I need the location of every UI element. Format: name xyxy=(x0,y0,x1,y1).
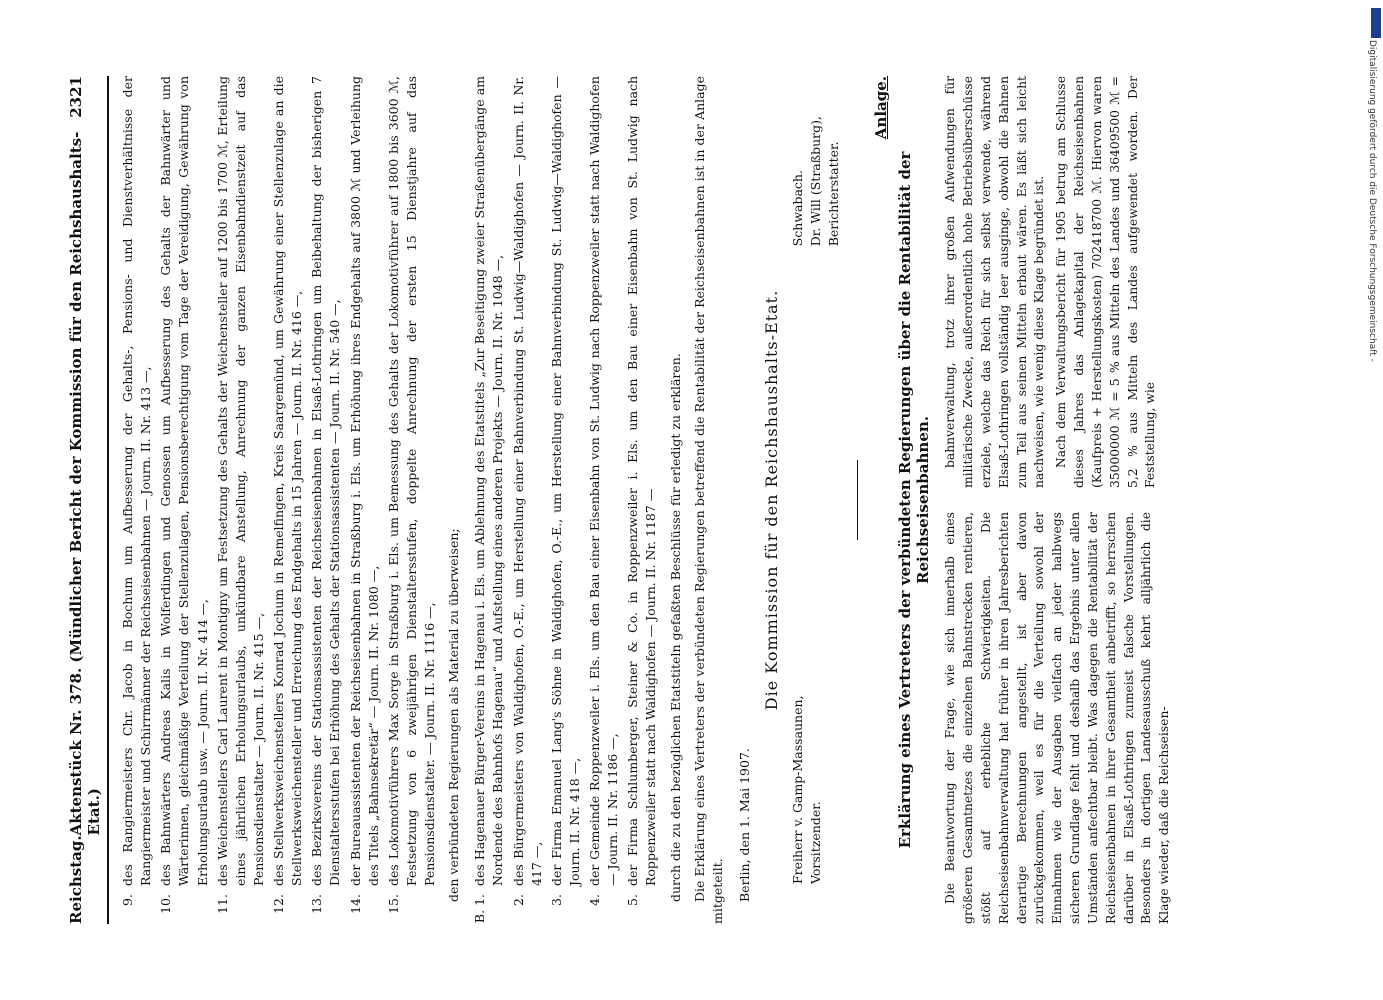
signature-chair xyxy=(788,695,842,884)
signature-rapporteur-role: Berichterstatter. xyxy=(825,141,841,247)
petition-number: 2. xyxy=(510,894,525,906)
petition-text: des Bürgermeisters von Waldighofen, O.-E., um Herstellung einer Bahnverbindung St. Ludwig—Waldighofen — Journ. II. Nr. 417 —, xyxy=(510,76,544,886)
petition-number: 3. xyxy=(548,894,564,906)
anlage-title: Erklärung eines Vertreters der verbündeten Regierungen über die Rentabilität der Reichseisenbahnen. xyxy=(895,151,932,849)
signatures xyxy=(788,116,842,884)
divider xyxy=(857,460,858,540)
petition-item xyxy=(509,76,545,924)
petition-text: des Lokomotivführers Max Sorge in Straßburg i. Els. um Bemessung des Gehalts der Lokomotivführer auf 1800 bis 3600 ℳ, Festsetzung von 6 zweijährigen Dienstaltersstufen, doppelte Anrechnung der ersten 15 Dienstjahre auf das Pensionsdienstalter. — Journ. II. Nr. 1116 —, xyxy=(385,76,437,886)
anlage-heading: Anlage. xyxy=(871,76,890,140)
petition-text: des Bahnwärters Andreas Kalis in Wolferdingen und Genossen um Aufbesserung des Gehalts der Bahnwärter und Wärterinnen, gleichmäßige Verteilung der Stellenzulagen, Pensionsberechtigung vom Tage der Vereidigung, Gewährung von Erholungsurlaub usw. — Journ. II. Nr. 414 —, xyxy=(157,76,209,886)
page-header xyxy=(67,76,109,924)
petition-number: 4. xyxy=(586,894,602,906)
petition-number: 15. xyxy=(385,894,401,914)
petition-item xyxy=(624,76,660,924)
header-title: Aktenstück Nr. 378. (Mündlicher Bericht der Kommission für den Reichshaushalts-Etat.) xyxy=(66,131,103,836)
petition-number: 14. xyxy=(347,894,362,914)
petition-list-a xyxy=(119,76,439,924)
petition-number: 13. xyxy=(308,894,324,914)
petition-item xyxy=(213,76,267,924)
petition-number: B. 1. xyxy=(471,894,487,924)
anlage-paragraph: Nach dem Verwaltungsbericht für 1905 betrug am Schlusse dieses Jahres das Anlagekapital der Reichseisenbahnen (Kaufpreis + Herstellungskosten) 702418700 ℳ. Hiervon waren 35000000 ℳ = 5 % aus Mitteln des Landes und 36409500 ℳ = 5,2 % aus Mitteln des Landes aufgewendet worden. Der Feststellung, wie xyxy=(1053,76,1157,488)
petition-number: 11. xyxy=(214,894,230,914)
petition-item xyxy=(346,76,382,924)
petition-number: 12. xyxy=(270,894,286,914)
petition-number: 5. xyxy=(624,894,640,906)
petition-number: 9. xyxy=(119,894,135,906)
signature-chair-role: Vorsitzender. xyxy=(807,801,823,884)
petition-list-b xyxy=(471,76,660,924)
petition-text: der Firma Emanuel Lang's Söhne in Waldighofen, O.-E., um Herstellung einer Bahnverbindung St. Ludwig—Waldighofen — Journ. II. Nr. 418 —, xyxy=(548,76,582,886)
petition-item xyxy=(547,76,583,924)
declaration-paragraph: Die Erklärung eines Vertreters der verbündeten Regierungen betreffend die Rentabilität der Reichseisenbahnen ist in der Anlage mitgeteilt. xyxy=(691,76,725,924)
date-line: Berlin, den 1. Mai 1907. xyxy=(736,748,752,902)
petition-number: 10. xyxy=(157,894,173,914)
signature-rapporteur-1: Schwabach. xyxy=(789,170,805,247)
petition-text: der Gemeinde Roppenzweiler i. Els. um den Bau einer Eisenbahn von St. Ludwig nach Roppenzweiler statt nach Waldighofen — Journ. II. Nr. 1186 —, xyxy=(586,76,620,886)
petition-text: des Stellwerksweichenstellers Konrad Jochum in Remelfingen, Kreis Saargemünd, um Gewährung einer Stellenzulage an die Stellwerksweichensteller und Erreichung des Endgehalts in 15 Jahren — Journ. II. Nr. 416 —, xyxy=(270,76,304,886)
petition-text: des Weichenstellers Carl Laurent in Montigny um Festsetzung des Gehalts der Weichensteller auf 1200 bis 1700 ℳ, Erteilung eines jährlichen Erholungsurlaubs, unkündbare Anstellung, Anrechnung der ganzen Eisenbahndienstzeit auf das Pensionsdienstalter — Journ. II. Nr. 415 —, xyxy=(214,76,266,886)
document-page xyxy=(47,50,1337,950)
petition-item xyxy=(119,76,155,924)
anlage-paragraph: bahnverwaltung, trotz ihrer großen Aufwendungen für militärische Zwecke, außerordentlich hohe Betriebsüberschüsse erziele, welche das Reich für sich selbst verwende, während Elsaß-Lothringen vollständig leer ausginge, obwohl die Bahnen zum Teil aus seinen Mitteln erbaut wären. Es läßt sich leicht nachweisen, wie wenig diese Klage begründet ist. xyxy=(942,76,1046,488)
petition-text: der Firma Schlumberger, Steiner & Co. in Roppenzweiler i. Els. um den Bau einer Eisenbahn von St. Ludwig nach Roppenzweiler statt nach Waldighofen — Journ. II. Nr. 1187 — xyxy=(624,76,658,886)
petition-text: der Bureauassistenten der Reichseisenbahnen in Straßburg i. Els. um Erhöhung ihres Endgehalts auf 3800 ℳ und Verleihung des Titels „Bahnsekretär“ — Journ. II. Nr. 1080 —, xyxy=(347,76,381,886)
digitization-note: Digitalisierung gefördert durch die Deutsche Forschungsgemeinschaft - xyxy=(1367,40,1377,362)
header-left: Reichstag. xyxy=(66,835,85,924)
items-b-closing: durch die zu den bezüglichen Etatstiteln gefaßten Beschlüsse für erledigt zu erklären. xyxy=(667,353,682,902)
signature-chair-name: Freiherr v. Gamp-Massaunen, xyxy=(789,695,805,884)
petition-item xyxy=(586,76,622,924)
anlage-columns xyxy=(942,76,1178,924)
commission-title: Die Kommission für den Reichshaushalts-Etat. xyxy=(761,289,781,711)
signature-rapporteur-2: Dr. Will (Straßburg), xyxy=(807,116,823,247)
petition-item xyxy=(270,76,306,924)
page-number: 2321 xyxy=(66,76,85,118)
column-right xyxy=(942,76,1178,488)
column-left xyxy=(942,512,1178,924)
petition-item xyxy=(308,76,344,924)
anlage-paragraph: Die Beantwortung der Frage, wie sich innerhalb eines größeren Gesamtnetzes die einzelnen Bahnstrecken rentieren, stößt auf erhebliche Schwierigkeiten. Die Reichseisenbahnverwaltung hat früher in ihren Jahresberichten derartige Berechnungen angestellt, ist aber davon zurückgekommen, weil es für die Verteilung sowohl der Einnahmen wie der Ausgaben vielfach an jeder halbwegs sicheren Grundlage fehlt und deshalb das Ergebnis unter allen Umständen anfechtbar bleibt. Was dagegen die Rentabilität der Reichseisenbahnen in ihrer Gesamtheit anbetrifft, so herrschen darüber in Elsaß-Lothringen zumeist falsche Vorstellungen. Besonders in dortigen Landesausschuß kehrt alljährlich die Klage wieder, daß die Reichseisen- xyxy=(942,512,1171,924)
items-a-closing: den verbündeten Regierungen als Material zu überweisen; xyxy=(445,528,461,902)
petition-item xyxy=(157,76,211,924)
petition-item xyxy=(384,76,438,924)
petition-item xyxy=(471,76,507,924)
petition-text: des Hagenauer Bürger-Vereins in Hagenau i. Els. um Ablehnung des Etatstitels „Zur Beseitigung zweier Straßenübergänge am Nordende des Bahnhofs Hagenau“ und Aufstellung eines anderen Projekts — Journ. II. Nr. 1048 —, xyxy=(471,76,505,886)
signature-rapporteurs xyxy=(788,116,842,246)
petition-text: des Rangiermeisters Chr. Jacob in Bochum um Aufbesserung der Gehalts-, Pensions- und Dienstverhältnisse der Rangiermeister und Schirrmänner der Reichseisenbahnen — Journ. II. Nr. 413 —, xyxy=(119,76,153,886)
petition-text: des Bezirksvereins der Stationsassistenten der Reichseisenbahnen in Elsaß-Lothringen um Beibehaltung der bisherigen 7 Dienstaltersstufen bei Erhöhung des Gehalts der Stationsassistenten — Journ. II. Nr. 540 —, xyxy=(308,76,342,886)
dfg-logo xyxy=(1371,8,1381,38)
